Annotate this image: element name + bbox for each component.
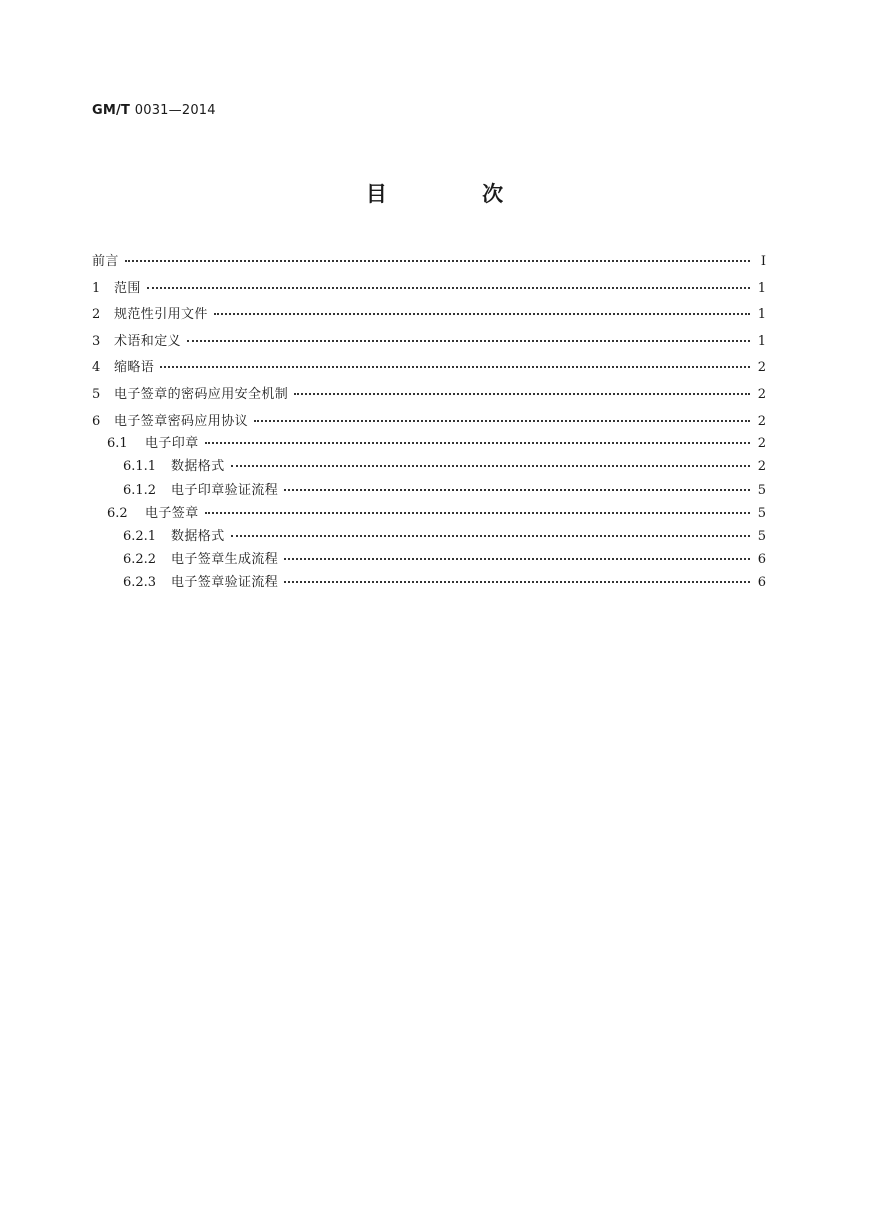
toc-entry-label: 前言 bbox=[92, 254, 119, 269]
toc-entry-number: 1 bbox=[92, 280, 101, 296]
dot-leader bbox=[160, 366, 750, 368]
toc-entry-number: 6.2.2 bbox=[123, 552, 157, 568]
toc-entry-number: 5 bbox=[92, 386, 101, 402]
toc-entry-number: 6.2.3 bbox=[123, 575, 157, 591]
toc-entry-page: 2 bbox=[757, 436, 766, 452]
toc-entry-page: 1 bbox=[757, 307, 766, 323]
dot-leader bbox=[214, 313, 750, 315]
toc-entry-page: 6 bbox=[757, 575, 766, 591]
toc-entry-number: 6.1 bbox=[107, 436, 128, 452]
toc-entry-seal-data-format[interactable] bbox=[92, 455, 766, 478]
toc-title: 目 次 bbox=[365, 182, 548, 206]
document-code bbox=[92, 103, 216, 118]
toc-entry-abbreviations[interactable] bbox=[92, 356, 766, 383]
toc-entry-label: 电子印章验证流程 bbox=[171, 482, 279, 498]
toc-entry-number: 6 bbox=[92, 413, 101, 429]
toc-entry-foreword[interactable] bbox=[92, 250, 766, 277]
toc-entry-number: 4 bbox=[92, 360, 101, 376]
toc-entry-number: 6.2 bbox=[107, 505, 128, 521]
dot-leader bbox=[231, 465, 750, 467]
dot-leader bbox=[254, 420, 750, 422]
toc-entry-label: 范围 bbox=[114, 280, 141, 296]
toc-entry-terms-definitions[interactable] bbox=[92, 330, 766, 357]
document-code-prefix: GM/T bbox=[92, 103, 131, 118]
toc-entry-label: 缩略语 bbox=[114, 360, 155, 376]
toc-entry-normative-references[interactable] bbox=[92, 303, 766, 330]
dot-leader bbox=[205, 442, 750, 444]
dot-leader bbox=[205, 512, 750, 514]
toc-entry-page: 2 bbox=[757, 360, 766, 376]
toc-entry-label: 数据格式 bbox=[171, 459, 225, 475]
document-code-number: 0031—2014 bbox=[134, 103, 216, 118]
toc-entry-page: 1 bbox=[757, 280, 766, 296]
dot-leader bbox=[125, 260, 750, 262]
toc-entry-page: 2 bbox=[757, 386, 766, 402]
toc-entry-page: 6 bbox=[757, 552, 766, 568]
dot-leader bbox=[294, 393, 750, 395]
toc-entry-security-mechanism[interactable] bbox=[92, 383, 766, 410]
toc-entry-label: 规范性引用文件 bbox=[114, 307, 208, 323]
toc-entry-electronic-signature[interactable] bbox=[92, 502, 766, 525]
dot-leader bbox=[284, 558, 750, 560]
toc-entry-page: 5 bbox=[757, 505, 766, 521]
toc-entry-number: 2 bbox=[92, 307, 101, 323]
toc-entry-number: 3 bbox=[92, 333, 101, 349]
toc-entry-label: 数据格式 bbox=[171, 528, 225, 544]
toc-entry-signature-data-format[interactable] bbox=[92, 525, 766, 548]
toc-entry-page: Ⅰ bbox=[760, 254, 766, 269]
toc-entry-number: 6.1.2 bbox=[123, 482, 157, 498]
toc-entry-label: 电子签章验证流程 bbox=[171, 575, 279, 591]
toc-entry-page: 2 bbox=[757, 459, 766, 475]
toc-entry-signature-generation[interactable] bbox=[92, 548, 766, 571]
toc-entry-label: 电子签章生成流程 bbox=[171, 552, 279, 568]
toc-entry-page: 2 bbox=[757, 413, 766, 429]
table-of-contents bbox=[92, 250, 766, 594]
toc-entry-number: 6.1.1 bbox=[123, 459, 157, 475]
toc-entry-label: 电子印章 bbox=[145, 436, 199, 452]
toc-entry-page: 5 bbox=[757, 528, 766, 544]
toc-entry-page: 1 bbox=[757, 333, 766, 349]
toc-entry-signature-verification[interactable] bbox=[92, 571, 766, 594]
toc-entry-scope[interactable] bbox=[92, 277, 766, 304]
toc-entry-electronic-seal[interactable] bbox=[92, 432, 766, 455]
toc-entry-page: 5 bbox=[757, 482, 766, 498]
toc-entry-label: 电子签章 bbox=[145, 505, 199, 521]
toc-entry-label: 术语和定义 bbox=[114, 333, 182, 349]
toc-entry-seal-verification[interactable] bbox=[92, 479, 766, 502]
dot-leader bbox=[187, 340, 750, 342]
dot-leader bbox=[284, 489, 750, 491]
dot-leader bbox=[284, 581, 750, 583]
dot-leader bbox=[231, 535, 750, 537]
dot-leader bbox=[147, 287, 750, 289]
toc-entry-number: 6.2.1 bbox=[123, 528, 157, 544]
toc-entry-label: 电子签章的密码应用安全机制 bbox=[114, 386, 289, 402]
toc-entry-label: 电子签章密码应用协议 bbox=[114, 413, 249, 429]
